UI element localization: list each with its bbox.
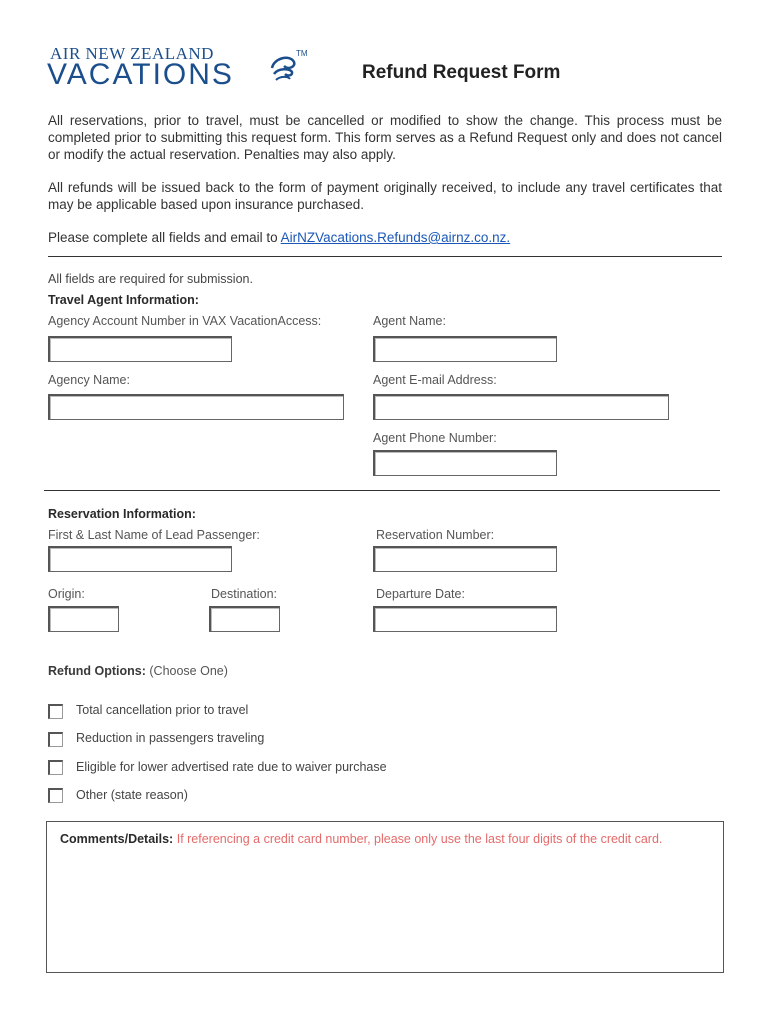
checkbox-lower-rate[interactable] [48,760,63,775]
option-label: Other (state reason) [76,788,188,802]
email-instruction: Please complete all fields and email to [48,230,281,245]
agent-email-label: Agent E-mail Address: [373,373,497,387]
departure-date-input[interactable] [373,606,557,632]
intro-paragraph-1: All reservations, prior to travel, must be cancelled or modified to show the change. This process must be completed prior to submitting this request form. This form serves as a Refund Request only and does not cancel or modify the actual reservation. Penalties may also apply. [48,113,722,162]
intro-paragraph-3 [48,229,722,246]
email-link[interactable]: AirNZVacations.Refunds@airnz.co.nz. [280,230,511,245]
brand-line2: VACATIONS [47,58,234,91]
trademark: TM [296,49,308,58]
checkbox-total-cancellation[interactable] [48,704,63,719]
refund-options-heading [48,664,228,678]
destination-input[interactable] [209,606,280,632]
comments-heading [60,832,662,846]
agent-section-heading: Travel Agent Information: [48,293,199,307]
intro-paragraph-2: All refunds will be issued back to the form of payment originally received, to include any travel certificates that may be applicable based upon insurance purchased. [48,180,722,212]
agent-phone-input[interactable] [373,450,557,476]
page-title: Refund Request Form [362,62,561,83]
option-label: Reduction in passengers traveling [76,731,265,745]
comments-title: Comments/Details: [60,832,174,846]
reservation-number-input[interactable] [373,546,557,572]
destination-label: Destination: [211,587,278,601]
reservation-number-label: Reservation Number: [376,528,495,542]
section-divider [44,490,720,491]
brand-line1: AIR NEW ZEALAND [50,44,214,63]
lead-passenger-label: First & Last Name of Lead Passenger: [48,528,260,542]
required-note: All fields are required for submission. [48,272,253,286]
lead-passenger-input[interactable] [48,546,232,572]
departure-date-label: Departure Date: [376,587,465,601]
reservation-section-heading: Reservation Information: [48,507,196,521]
origin-input[interactable] [48,606,119,632]
divider [48,256,722,257]
checkbox-other[interactable] [48,788,63,803]
option-label: Eligible for lower advertised rate due to waiver purchase [76,760,387,774]
option-label: Total cancellation prior to travel [76,703,249,717]
agent-email-input[interactable] [373,394,669,420]
account-number-input[interactable] [48,336,232,362]
agent-name-label: Agent Name: [373,314,446,328]
refund-options-title: Refund Options: [48,664,146,678]
agency-name-label: Agency Name: [48,373,130,387]
checkbox-reduction-passengers[interactable] [48,732,63,747]
agency-name-input[interactable] [48,394,344,420]
account-number-label: Agency Account Number in VAX VacationAccess: [48,314,322,328]
agent-name-input[interactable] [373,336,557,362]
refund-options-note: (Choose One) [149,664,228,678]
comments-note: If referencing a credit card number, please only use the last four digits of the credit card. [176,832,663,846]
origin-label: Origin: [48,587,85,601]
agent-phone-label: Agent Phone Number: [373,431,497,445]
